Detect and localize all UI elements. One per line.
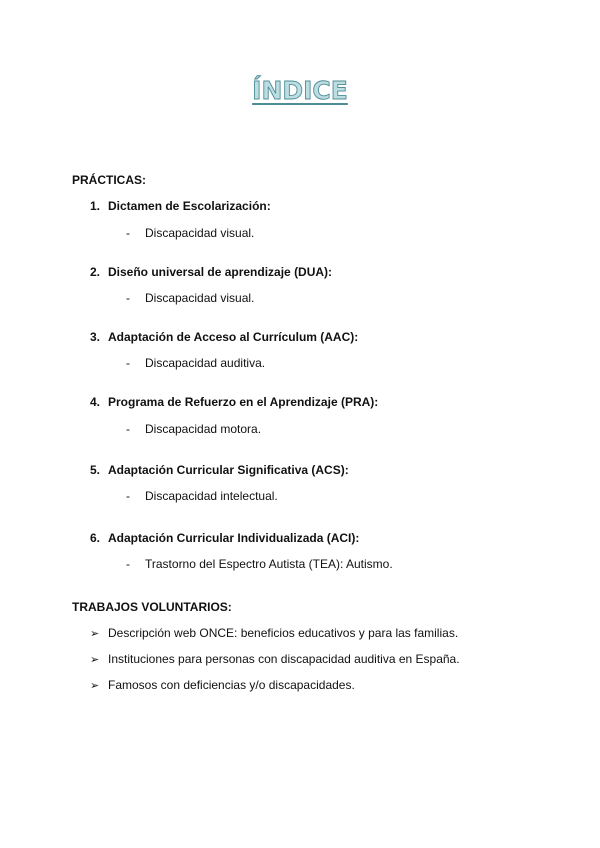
practica-item-1	[90, 199, 271, 213]
trabajo-item-3	[90, 678, 355, 693]
subitem-label: Trastorno del Espectro Autista (TEA): Autismo.	[145, 557, 393, 571]
item-number: 5.	[90, 463, 101, 477]
subitem-label: Discapacidad visual.	[145, 226, 255, 240]
item-label: Adaptación de Acceso al Currículum (AAC):	[108, 330, 359, 344]
practica-item-6	[90, 531, 359, 545]
practica-subitem-3	[126, 356, 265, 370]
dash-bullet: -	[126, 557, 130, 571]
arrow-bullet-icon: ➢	[90, 679, 100, 692]
practica-subitem-1	[126, 226, 254, 240]
practica-item-4	[90, 395, 378, 409]
item-number: 6.	[90, 531, 101, 545]
item-label: Adaptación Curricular Individualizada (ACI):	[108, 531, 360, 545]
trabajo-item-1	[90, 626, 458, 641]
practicas-heading: PRÁCTICAS:	[72, 173, 146, 187]
dash-bullet: -	[126, 422, 130, 436]
dash-bullet: -	[126, 291, 130, 305]
practica-subitem-4	[126, 422, 261, 436]
item-label: Adaptación Curricular Significativa (ACS):	[108, 463, 349, 477]
item-number: 2.	[90, 265, 101, 279]
arrow-bullet-icon: ➢	[90, 653, 100, 666]
practica-item-2	[90, 265, 332, 279]
item-number: 1.	[90, 199, 101, 213]
arrow-bullet-icon: ➢	[90, 627, 100, 640]
subitem-label: Discapacidad visual.	[145, 291, 255, 305]
item-label: Diseño universal de aprendizaje (DUA):	[108, 265, 333, 279]
practica-item-5	[90, 463, 349, 477]
item-label: Programa de Refuerzo en el Aprendizaje (PRA):	[108, 395, 379, 409]
trabajo-label: Famosos con deficiencias y/o discapacidades.	[108, 678, 355, 692]
subitem-label: Discapacidad auditiva.	[145, 356, 266, 370]
trabajo-label: Descripción web ONCE: beneficios educativos y para las familias.	[108, 626, 459, 640]
subitem-label: Discapacidad motora.	[145, 422, 262, 436]
item-number: 3.	[90, 330, 101, 344]
dash-bullet: -	[126, 489, 130, 503]
dash-bullet: -	[126, 356, 130, 370]
practica-subitem-6	[126, 557, 393, 571]
trabajo-item-2	[90, 652, 460, 667]
practica-subitem-2	[126, 291, 254, 305]
practica-item-3	[90, 330, 358, 344]
dash-bullet: -	[126, 226, 130, 240]
practica-subitem-5	[126, 489, 278, 503]
subitem-label: Discapacidad intelectual.	[145, 489, 278, 503]
item-label: Dictamen de Escolarización:	[108, 199, 271, 213]
trabajo-label: Instituciones para personas con discapacidad auditiva en España.	[108, 652, 460, 666]
item-number: 4.	[90, 395, 101, 409]
trabajos-heading: TRABAJOS VOLUNTARIOS:	[72, 600, 232, 614]
page-title: ÍNDICE	[252, 76, 348, 105]
